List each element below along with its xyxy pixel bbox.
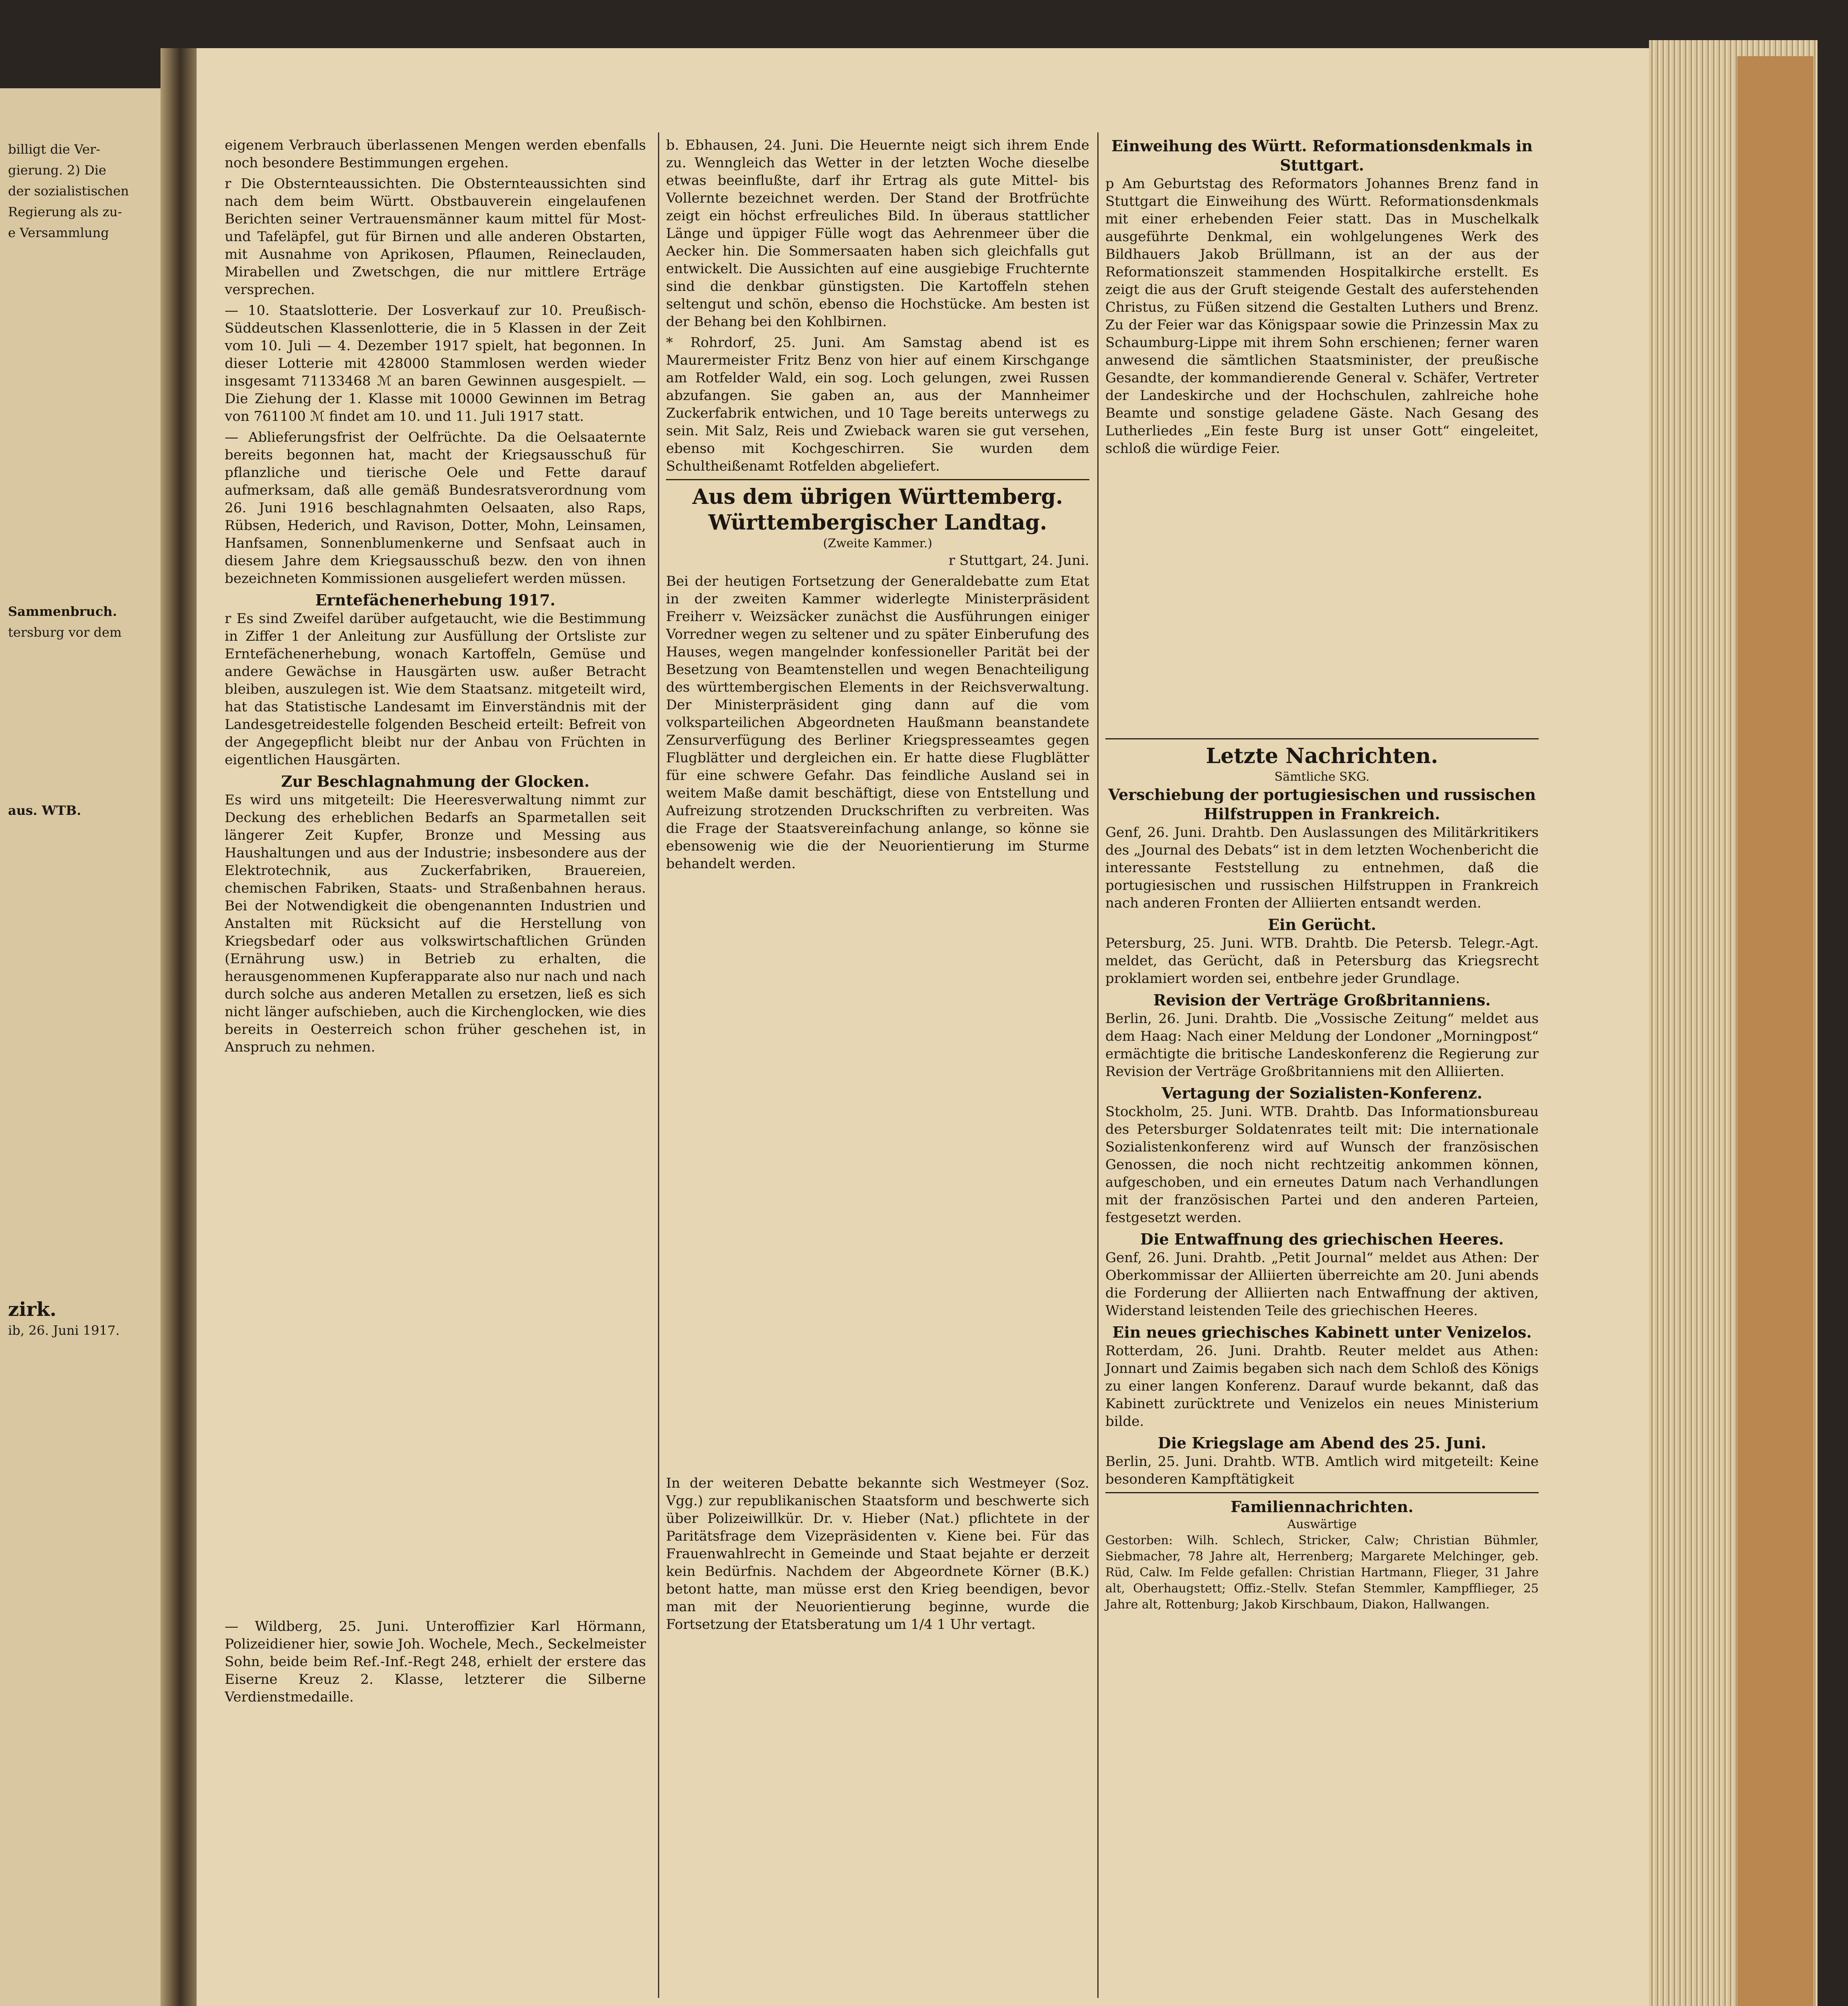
kammer-subtitle: (Zweite Kammer.) [823,536,932,550]
section-headline: Aus dem übrigen Württemberg. [692,485,1063,509]
oel-article: — Ablieferungsfrist der Oelfrüchte. Da die Oelsaaternte bereits begonnen hat, macht der Kriegsausschuß für pflanzliche und tierische Oele und Fette darauf aufmerksam, daß alle gemäß Bundesratsverordnung vom 26. Juni 1916 beschlagnahmten Oelsaaten, also Raps, Rübsen, Hederich, und Ravison, Dotter, Mohn, Leinsamen, Hanfsamen, Sonnenblumenkerne und Senfsaat auch in diesem Jahre dem Kriegsausschuß bezw. den von ihnen bezeichneten Kommissionen ausgeliefert werden müssen. [225,429,646,587]
news-3-headline: Revision der Verträge Großbritanniens. [1153,991,1491,1009]
rohrdorf-article: * Rohrdorf, 25. Juni. Am Samstag abend ist es Maurermeister Fritz Benz von hier auf einem Kirschgange am Rotfelder Wald, ein sog. Loch gelungen, zwei Russen abzufangen. Sie gaben an, aus der Mannheimer Zuckerfabrik entwichen, und 10 Tage bereits unterwegs zu sein. Mit Salz, Reis und Zwieback waren sie gut versehen, ebenso mit Kochgeschirren. Sie wurden dem Schultheißenamt Rotfelden abgeliefert. [666,335,1089,474]
news-1-headline: Verschiebung der portugiesischen und russischen Hilfstruppen in Frankreich. [1108,786,1536,823]
news-4: Stockholm, 25. Juni. WTB. Drahtb. Das Informationsbureau des Petersburger Soldatenrates teilt mit: Die internationale Sozialistenkonferenz wird auf Wunsch der französischen Genossen, die noch nicht rechtzeitig ankommen können, aufgeschoben, und ein erneutes Datum nach Verhandlungen mit der französischen Partei und den anderen Parteien, festgesetzt werden. [1105,1104,1539,1226]
divider [666,479,1089,480]
left-line-3: der sozialistischen [8,183,129,199]
divider [1105,1492,1539,1493]
denkmal-article: p Am Geburtstag des Reformators Johannes Brenz fand in Stuttgart die Einweihung des Württ. Reformationsdenkmals mit einer erhebenden Feier statt. Das in Muschelkalk ausgeführte Denkmal, ein wohlgelungenes Werk des Bildhauers Jakob Brüllmann, ist an der aus der Reformationszeit stammenden Hospitalkirche erstellt. Es zeigt die aus der Gruft steigende Gestalt des auferstehenden Christus, zu Füßen sitzend die Gestalten Luthers und Brenz. Zu der Feier war das Königspaar sowie die Prinzessin Max zu Schaumburg-Lippe mit ihrem Sohn erschienen; ferner waren anwesend die sämtlichen Staatsminister, der preußische Gesandte, der kommandierende General v. Schäfer, Vertreter der Landeskirche und der Hochschulen, zahlreiche hohe Beamte und sonstige geladene Gäste. Nach Gesang des Lutherliedes „Ein feste Burg ist unser Gott“ eingeleitet, schloß die würdige Feier. [1105,176,1539,457]
left-line-6: Sammenbruch. [8,604,117,619]
denkmal-headline: Einweihung des Württ. Reformationsdenkmals in Stuttgart. [1111,137,1533,174]
glocken-article: Es wird uns mitgeteilt: Die Heeresverwaltung nimmt zur Deckung des erheblichen Bedarfs an Sparmetallen seit längerer Zeit Kupfer, Bronze und Messing aus Haushaltungen und aus der Industrie; insbesondere aus der Elektrotechnik, aus Zuckerfabriken, Brauereien, chemischen Fabriken, Staats- und Straßenbahnen heraus. Bei der Notwendigkeit die obengenannten Industrien und Anstalten mit Rücksicht auf die Herstellung von Kriegsbedarf oder aus volkswirtschaftlichen Gründen (Ernährung usw.) in Betrieb zu erhalten, die herausgenommenen Kupferapparate also nur nach und nach durch solche aus anderen Metallen zu ersetzen, ließ es sich nicht länger aufschieben, auch die Kirchenglocken, wie dies bereits in Oesterreich schon früher geschehen ist, in Anspruch zu nehmen. [225,792,646,1055]
wildberg-article: — Wildberg, 25. Juni. Unteroffizier Karl Hörmann, Polizeidiener hier, sowie Joh. Wochele, Mech., Seckelmeister Sohn, beide beim Ref.-Inf.-Regt 248, erhielt der erstere das Eiserne Kreuz 2. Klasse, letzterer die Silberne Verdienstmedaille. [225,1618,646,1705]
left-page-fragment [0,88,160,2006]
landtag-dateline: r Stuttgart, 24. Juni. [948,552,1089,569]
news-6: Rotterdam, 26. Juni. Drahtb. Reuter meldet aus Athen: Jonnart und Zaimis begaben sich nach dem Schloß des Königs zu einer langen Konferenz. Darauf wurde bekannt, daß das Kabinett zurücktrete und Venizelos ein neues Ministerium bilde. [1105,1343,1539,1429]
news-6-headline: Ein neues griechisches Kabinett unter Venizelos. [1112,1323,1532,1341]
column-2 [666,136,1089,1636]
left-line-10: ib, 26. Juni 1917. [8,1323,120,1338]
debatte-article: In der weiteren Debatte bekannte sich Westmeyer (Soz. Vgg.) zur republikanischen Staatsform und beschwerte sich über Polizeiwillkür. Dr. v. Hieber (Nat.) pflichtete in der Paritätsfrage dem Vizepräsidenten v. Kiene bei. Für das Frauenwahlrecht in Gemeinde und Staat bejahte er derzeit kein Bedürfnis. Nachdem der Abgeordnete Körner (B.K.) betont hatte, man müsse erst den Krieg beendigen, bevor man mit der Neuorientierung beginne, wurde die Fortsetzung der Etatsberatung um 1/4 1 Uhr vertagt. [666,1475,1089,1632]
news-2: Petersburg, 25. Juni. WTB. Drahtb. Die Petersb. Telegr.-Agt. meldet, das Gerücht, daß in Petersburg das Kriegsrecht proklamiert worden sei, entbehre jeder Grundlage. [1105,935,1539,987]
left-line-9: zirk. [8,1298,57,1321]
news-3: Berlin, 26. Juni. Drahtb. Die „Vossische Zeitung“ meldet aus dem Haag: Nach einer Meldung der Londoner „Morningpost“ ermächtigte die britische Landeskonferenz die Regierung zur Revision der Verträge Großbritanniens mit den Alliierten. [1105,1011,1539,1080]
news-1: Genf, 26. Juni. Drahtb. Den Auslassungen des Militärkritikers des „Journal des Debats“ ist in dem letzten Wochenbericht die interessante Feststellung zu entnehmen, daß die portugiesischen und russischen Hilfstruppen in Frankreich nach anderen Fronten der Alliierten entsandt werden. [1105,824,1539,911]
glocken-headline: Zur Beschlagnahmung der Glocken. [281,772,590,790]
ernte-article: r Es sind Zweifel darüber aufgetaucht, wie die Bestimmung in Ziffer 1 der Anleitung zur Ausfüllung der Ortsliste zur Erntefächenerhebung, wonach Kartoffeln, Gemüse und andere Gewächse in Hausgärten usw. außer Betracht bleiben, auszulegen ist. Wie dem Staatsanz. mitgeteilt wird, hat das Statistische Landesamt im Einverständnis mit der Landesgetreidestelle folgenden Bescheid erteilt: Befreit von der Angegepflicht bleibt nur der Anbau von Früchten in eigentlichen Hausgärten. [225,611,646,768]
column-rule-1 [658,132,659,1998]
news-5-headline: Die Entwaffnung des griechischen Heeres. [1140,1230,1504,1248]
column-1 [225,136,646,1709]
letzte-subline: Sämtliche SKG. [1274,770,1370,784]
ebhausen-article: b. Ebhausen, 24. Juni. Die Heuernte neigt sich ihrem Ende zu. Wenngleich das Wetter in der letzten Woche dieselbe etwas beeinflußte, darf ihr Ertrag als gute Mittel- bis Vollernte bezeichnet werden. Der Stand der Brotfrüchte zeigt ein höchst erfreuliches Bild. In überaus stattlicher Länge und üppiger Fülle wogt das Aehrenmeer über die Aecker hin. Die Sommersaaten haben sich gleichfalls gut entwickelt. Die Aussichten auf eine ausgiebige Fruchternte sind die denkbar günstigsten. Die Kartoffeln stehen seltengut und schön, ebenso die Hochstücke. Am besten ist der Behang bei den Kohlbirnen. [666,137,1089,330]
news-7: Berlin, 25. Juni. Drahtb. WTB. Amtlich wird mitgeteilt: Keine besonderen Kampftätigkeit [1105,1454,1539,1487]
news-4-headline: Vertagung der Sozialisten-Konferenz. [1162,1084,1482,1102]
intro-text: eigenem Verbrauch überlassenen Mengen werden ebenfalls noch besondere Bestimmungen ergehen. [225,137,646,171]
left-line-4: Regierung als zu- [8,204,122,219]
left-line-7: tersburg vor dem [8,625,122,640]
news-2-headline: Ein Gerücht. [1267,916,1377,934]
divider [1105,738,1539,739]
landtag-headline: Württembergischer Landtag. [708,510,1047,535]
left-line-2: gierung. 2) Die [8,162,106,178]
news-5: Genf, 26. Juni. Drahtb. „Petit Journal“ meldet aus Athen: Der Oberkommissar der Alliierten überreichte am 20. Juni abends die Forderung der Alliierten nach Entwaffnung der aktiven, Widerstand leistenden Teile des griechischen Heeres. [1105,1250,1539,1319]
left-line-5: e Versammlung [8,225,109,240]
news-7-headline: Die Kriegslage am Abend des 25. Juni. [1158,1434,1487,1452]
left-line-8: aus. WTB. [8,803,81,818]
letzte-headline: Letzte Nachrichten. [1206,744,1438,768]
book-gutter [160,48,197,2006]
lotterie-article: — 10. Staatslotterie. Der Losverkauf zur 10. Preußisch-Süddeutschen Klassenlotterie, die in 5 Klassen in der Zeit vom 10. Juli — 4. Dezember 1917 spielt, hat begonnen. In dieser Lotterie mit 428000 Stammlosen werden wieder insgesamt 71133468 ℳ an baren Gewinnen ausgespielt. — Die Ziehung der 1. Klasse mit 10000 Gewinnen im Betrag von 761100 ℳ findet am 10. und 11. Juli 1917 statt. [225,303,646,424]
column-3 [1105,136,1539,1616]
left-line-1: billigt die Ver- [8,142,100,157]
book-spine [1737,56,1813,2006]
ernte-headline: Erntefächenerhebung 1917. [315,591,556,609]
obst-article: r Die Obsternteaussichten. Die Obsternteaussichten sind nach dem beim Württ. Obstbauverein eingelaufenen Berichten seiner Vertrauensmänner kaum mittel für Most- und Tafeläpfel, gut für Birnen und alle anderen Obstarten, mit Ausnahme von Aprikosen, Pflaumen, Reineclauden, Mirabellen und Zwetschgen, die nur mittlere Erträge versprechen. [225,176,646,298]
family-subline: Auswärtige [1287,1517,1357,1531]
family-headline: Familiennachrichten. [1231,1498,1413,1516]
landtag-article: Bei der heutigen Fortsetzung der Generaldebatte zum Etat in der zweiten Kammer widerlegte Ministerpräsident Freiherr v. Weizsäcker zunächst die Ausführungen einiger Vorredner wegen zu seltener und zu später Einberufung des Hauses, wegen mangelnder konfessioneller Parität bei der Besetzung von Beamtenstellen und wegen Benachteiligung des württembergischen Elements in der Reichsverwaltung. Der Ministerpräsident ging dann auf die vom volksparteilichen Abgeordneten Haußmann beanstandete Zensurverfügung des Berliner Kriegspresseamtes gegen Flugblätter und dergleichen ein. Er hatte diese Flugblätter für eine schwere Gefahr. Das feindliche Ausland sei in weitem Maße damit beschäftigt, diese von Entstellung und Aufreizung strotzenden Druckschriften zu verbreiten. Was die Frage der Staatsvereinfachung anlange, so könne sie ebensowenig wie die der Neuorientierung im Sturme behandelt werden. [666,573,1089,872]
family-notices: Gestorben: Wilh. Schlech, Stricker, Calw; Christian Bühmler, Siebmacher, 78 Jahre alt, Herrenberg; Margarete Melchinger, geb. Rüd, Calw. Im Felde gefallen: Christian Hartmann, Flieger, 31 Jahre alt, Oberhaugstett; Offiz.-Stellv. Stefan Stemmler, Kampfflieger, 25 Jahre alt, Rottenburg; Jakob Kirschbaum, Diakon, Hallwangen. [1105,1533,1539,1612]
column-rule-2 [1097,132,1099,1998]
